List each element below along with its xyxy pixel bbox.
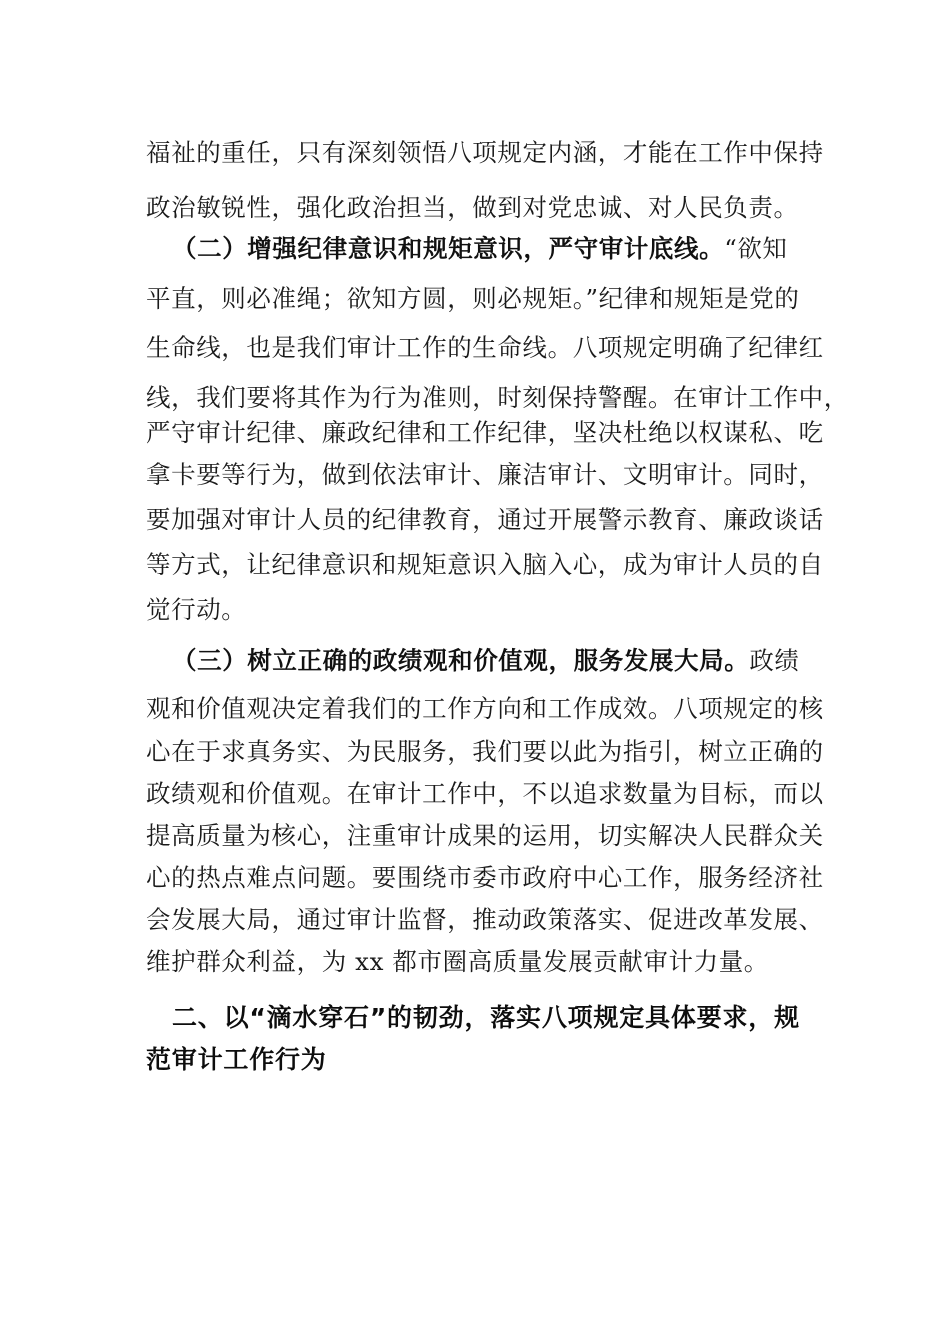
paragraph-line: 心的热点难点问题。要围绕市委市政府中心工作，服务经济社: [146, 863, 824, 892]
paragraph-line: 政治敏锐性，强化政治担当，做到对党忠诚、对人民负责。: [146, 193, 799, 222]
paragraph-line: 要加强对审计人员的纪律教育，通过开展警示教育、廉政谈话: [146, 505, 824, 534]
paragraph-line: 政绩观和价值观。在审计工作中，不以追求数量为目标，而以: [146, 779, 824, 808]
section-heading-2-continued: 范审计工作行为: [146, 1045, 327, 1074]
paragraph-line: 线，我们要将其作为行为准则，时刻保持警醒。在审计工作中，: [146, 383, 849, 412]
subsection-2-title: （二）增强纪律意识和规矩意识，严守审计底线。: [172, 234, 725, 263]
paragraph-text: “欲知: [724, 234, 788, 263]
paragraph-line: 拿卡要等行为，做到依法审计、廉洁审计、文明审计。同时，: [146, 460, 824, 489]
paragraph-line: 平直，则必准绳；欲知方圆，则必规矩。”纪律和规矩是党的: [146, 284, 800, 313]
paragraph-line: 觉行动。: [146, 595, 247, 624]
paragraph-line: 生命线，也是我们审计工作的生命线。八项规定明确了纪律红: [146, 333, 824, 362]
paragraph-text: 政绩: [749, 646, 800, 675]
paragraph-line: 严守审计纪律、廉政纪律和工作纪律，坚决杜绝以权谋私、吃: [146, 418, 824, 447]
subsection-3-first-line: [172, 641, 852, 681]
paragraph-line: 提高质量为核心，注重审计成果的运用，切实解决人民群众关: [146, 821, 824, 850]
paragraph-line: 会发展大局，通过审计监督，推动政策落实、促进改革发展、: [146, 905, 824, 934]
subsection-3-title: （三）树立正确的政绩观和价值观，服务发展大局。: [172, 646, 750, 675]
subsection-2-first-line: [172, 229, 852, 269]
paragraph-line: 福祉的重任，只有深刻领悟八项规定内涵，才能在工作中保持: [146, 138, 824, 167]
paragraph-line: 心在于求真务实、为民服务，我们要以此为指引，树立正确的: [146, 737, 824, 766]
paragraph-line: 维护群众利益，为 xx 都市圈高质量发展贡献审计力量。: [146, 947, 769, 976]
paragraph-line: 观和价值观决定着我们的工作方向和工作成效。八项规定的核: [146, 694, 824, 723]
paragraph-line: 等方式，让纪律意识和规矩意识入脑入心，成为审计人员的自: [146, 550, 824, 579]
section-heading-2: 二、以“滴水穿石”的韧劲，落实八项规定具体要求，规: [172, 1003, 800, 1032]
